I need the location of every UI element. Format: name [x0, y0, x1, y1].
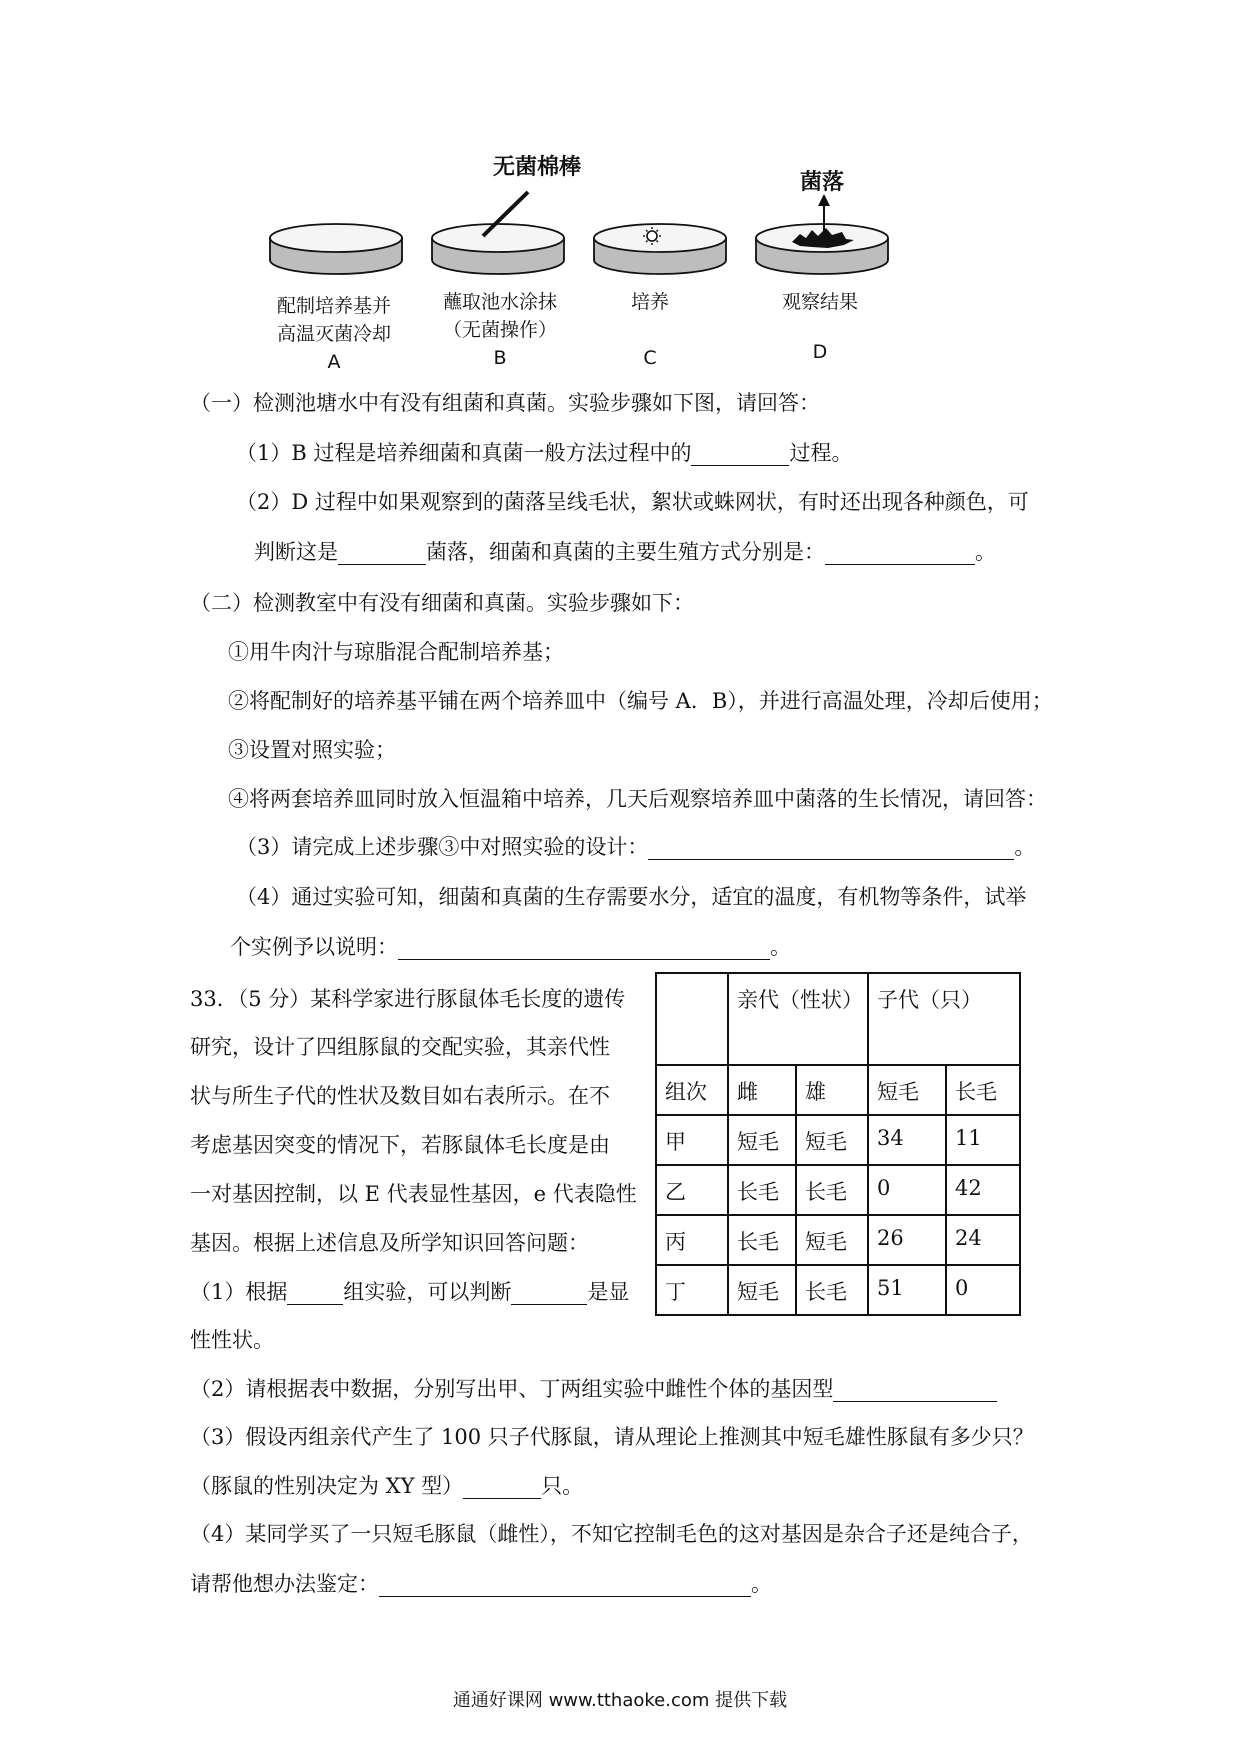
cell-long: 42	[946, 1165, 1020, 1215]
cell-male: 短毛	[796, 1215, 868, 1265]
answer-blank-33-1b[interactable]	[511, 1282, 587, 1305]
cell-group: 丁	[656, 1265, 728, 1315]
table-subheader-row	[656, 1065, 1020, 1115]
small-colony-icon	[647, 231, 657, 241]
cell-short: 51	[868, 1265, 946, 1315]
dish-d-icon	[756, 224, 888, 274]
swab-label: 无菌棉棒	[493, 155, 582, 180]
col-female: 雌	[728, 1065, 796, 1115]
cell-long: 0	[946, 1265, 1020, 1315]
question-1: （1）B 过程是培养细菌和真菌一般方法过程中的 过程。	[236, 441, 853, 465]
q33-line-3: 状与所生子代的性状及数目如右表所示。在不	[190, 1084, 610, 1108]
dish-c-icon	[594, 224, 726, 274]
q33-sub2: （2）请根据表中数据，分别写出甲、丁两组实验中雌性个体的基因型	[190, 1374, 997, 1404]
q33-line-6: 基因。根据上述信息及所学知识回答问题：	[190, 1231, 589, 1255]
q33-sub3-line1: （3）假设丙组亲代产生了 100 只子代豚鼠，请从理论上推测其中短毛雄性豚鼠有多少只？	[190, 1425, 1034, 1449]
dish-b-icon	[432, 224, 564, 274]
dish-d-caption: 观察结果 D	[781, 291, 858, 363]
question-3: （3）请完成上述步骤③中对照实验的设计： 。	[236, 835, 1036, 859]
col-group: 组次	[656, 1065, 728, 1115]
dish-a-caption: 配制培养基并 高温灭菌冷却 A	[276, 295, 391, 373]
q33-sub4-line1: （4）某同学买了一只短毛豚鼠（雌性），不知它控制毛色的这对基因是杂合子还是纯合子，	[190, 1522, 1033, 1546]
answer-blank-33-3[interactable]	[463, 1476, 541, 1499]
q33-sub4-line2: 请帮他想办法鉴定： 。	[190, 1572, 772, 1596]
table-header-row	[656, 973, 1020, 1065]
page-footer: 通通好课网 www.tthaoke.com 提供下载	[452, 1690, 788, 1711]
q33-line-4: 考虑基因突变的情况下，若豚鼠体毛长度是由	[190, 1133, 610, 1157]
table-corner-cell	[656, 973, 728, 1065]
answer-blank-33-4[interactable]	[379, 1574, 751, 1597]
colony-label: 菌落	[800, 170, 845, 195]
cell-group: 乙	[656, 1165, 728, 1215]
table-row	[656, 1215, 1020, 1265]
cell-female: 短毛	[728, 1115, 796, 1165]
q33-line-2: 研究，设计了四组豚鼠的交配实验，其亲代性	[190, 1035, 610, 1059]
dish-b-caption: 蘸取池水涂抹 （无菌操作） B	[442, 291, 557, 369]
cell-male: 长毛	[796, 1265, 868, 1315]
table-row	[656, 1165, 1020, 1215]
answer-blank-2a[interactable]	[338, 542, 426, 565]
question-2-line2: 判断这是 菌落，细菌和真菌的主要生殖方式分别是： 。	[254, 540, 996, 564]
answer-blank-2b[interactable]	[825, 542, 975, 565]
cell-group: 丙	[656, 1215, 728, 1265]
step-1: ①用牛肉汁与琼脂混合配制培养基；	[228, 640, 564, 664]
dish-a-icon	[270, 224, 402, 274]
cell-long: 11	[946, 1115, 1020, 1165]
step-2: ②将配制好的培养基平铺在两个培养皿中（编号 A．B），并进行高温处理，冷却后使用；	[228, 689, 1053, 713]
col-short: 短毛	[868, 1065, 946, 1115]
answer-blank-3[interactable]	[648, 837, 1014, 860]
question-4-line2: 个实例予以说明： 。	[230, 935, 791, 959]
q33-line-1: 33．（5 分）某科学家进行豚鼠体毛长度的遗传	[190, 987, 626, 1011]
table-row	[656, 1115, 1020, 1165]
cell-male: 短毛	[796, 1115, 868, 1165]
question-4-line1: （4）通过实验可知，细菌和真菌的生存需要水分，适宜的温度，有机物等条件，试举	[236, 885, 1027, 909]
col-male: 雄	[796, 1065, 868, 1115]
guinea-pig-cross-table	[655, 972, 1021, 1316]
question-2-line1: （2）D 过程中如果观察到的菌落呈线毛状，絮状或蛛网状，有时还出现各种颜色，可	[236, 490, 1029, 514]
q33-sub1-line2: 性性状。	[190, 1328, 274, 1352]
col-long: 长毛	[946, 1065, 1020, 1115]
dish-c-caption: 培养 C	[630, 291, 669, 369]
cell-short: 34	[868, 1115, 946, 1165]
cell-female: 长毛	[728, 1165, 796, 1215]
cell-short: 0	[868, 1165, 946, 1215]
step-4: ④将两套培养皿同时放入恒温箱中培养，几天后观察培养皿中菌落的生长情况，请回答：	[228, 787, 1047, 811]
cell-short: 26	[868, 1215, 946, 1265]
step-3: ③设置对照实验；	[228, 738, 396, 762]
q33-line-5: 一对基因控制，以 E 代表显性基因，e 代表隐性	[190, 1182, 637, 1206]
part2-heading: （二）检测教室中有没有细菌和真菌。实验步骤如下：	[190, 591, 694, 615]
cell-long: 24	[946, 1215, 1020, 1265]
cell-group: 甲	[656, 1115, 728, 1165]
answer-blank-33-1a[interactable]	[287, 1282, 343, 1305]
answer-blank-1[interactable]	[691, 443, 789, 466]
q33-sub3-line2: （豚鼠的性别决定为 XY 型） 只。	[190, 1474, 584, 1498]
cell-male: 长毛	[796, 1165, 868, 1215]
part1-heading: （一）检测池塘水中有没有组菌和真菌。实验步骤如下图，请回答：	[190, 391, 820, 415]
table-row	[656, 1265, 1020, 1315]
header-offspring: 子代（只）	[868, 973, 1020, 1065]
answer-blank-4[interactable]	[398, 937, 770, 960]
cell-female: 长毛	[728, 1215, 796, 1265]
answer-blank-33-2[interactable]	[833, 1379, 997, 1402]
cell-female: 短毛	[728, 1265, 796, 1315]
q33-sub1: （1）根据 组实验，可以判断 是显	[190, 1280, 630, 1304]
header-parent: 亲代（性状）	[728, 973, 868, 1065]
